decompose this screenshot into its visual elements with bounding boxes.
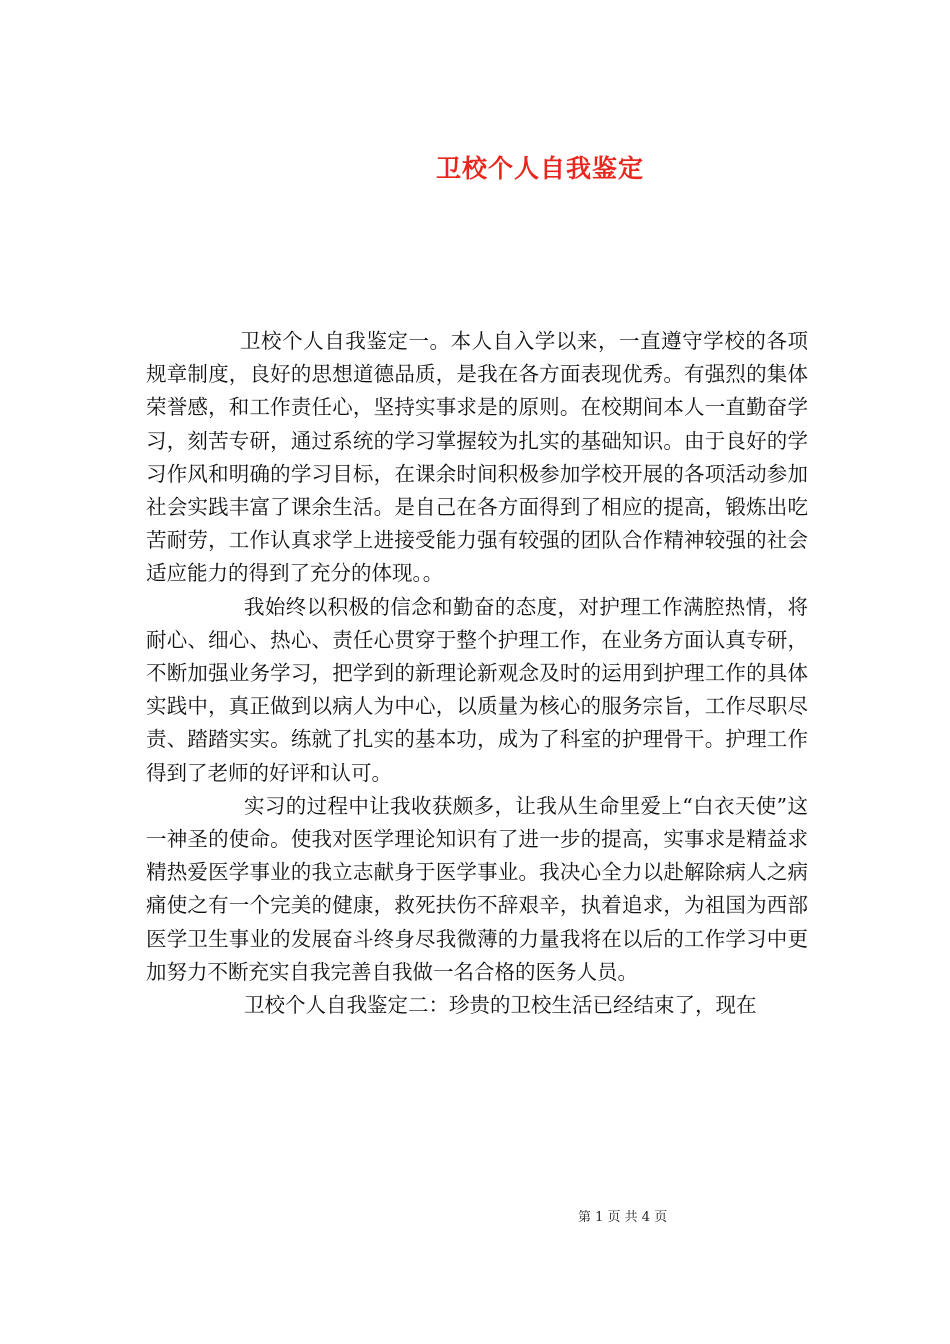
paragraph-4: 卫校个人自我鉴定二：珍贵的卫校生活已经结束了，现在 [244, 993, 757, 1018]
document-body [146, 325, 808, 1022]
paragraph-2: 我始终以积极的信念和勤奋的态度，对护理工作满腔热情，将耐心、细心、热心、责任心贯穿于整个护理工作，在业务方面认真专研，不断加强业务学习，把学到的新理论新观念及时的运用到护理工作的具体实践中，真正做到以病人为中心，以质量为核心的服务宗旨，工作尽职尽责、踏踏实实。练就了扎实的基本功，成为了科室的护理骨干。护理工作得到了老师的好评和认可。 [146, 594, 808, 785]
paragraph-1: 卫校个人自我鉴定一。本人自入学以来，一直遵守学校的各项规章制度，良好的思想道德品质，是我在各方面表现优秀。有强烈的集体荣誉感，和工作责任心，坚持实事求是的原则。在校期间本人一直勤奋学习，刻苦专研，通过系统的学习掌握较为扎实的基础知识。由于良好的学习作风和明确的学习目标，在课余时间积极参加学校开展的各项活动参加社会实践丰富了课余生活。是自己在各方面得到了相应的提高，锻炼出吃苦耐劳，工作认真求学上进接受能力强有较强的团队合作精神较强的社会适应能力的得到了充分的体现。。 [146, 329, 808, 586]
page-footer: 第 1 页 共 4 页 [578, 1210, 668, 1225]
page-title: 卫校个人自我鉴定 [435, 153, 644, 183]
paragraph-3: 实习的过程中让我收获颇多，让我从生命里爱上“白衣天使”这一神圣的使命。使我对医学理论知识有了进一步的提高，实事求是精益求精热爱医学事业的我立志献身于医学事业。我决心全力以赴解除病人之病痛使之有一个完美的健康，救死扶伤不辞艰辛，执着追求，为祖国为西部医学卫生事业的发展奋斗终身尽我微薄的力量我将在以后的工作学习中更加努力不断充实自我完善自我做一名合格的医务人员。 [146, 793, 808, 984]
